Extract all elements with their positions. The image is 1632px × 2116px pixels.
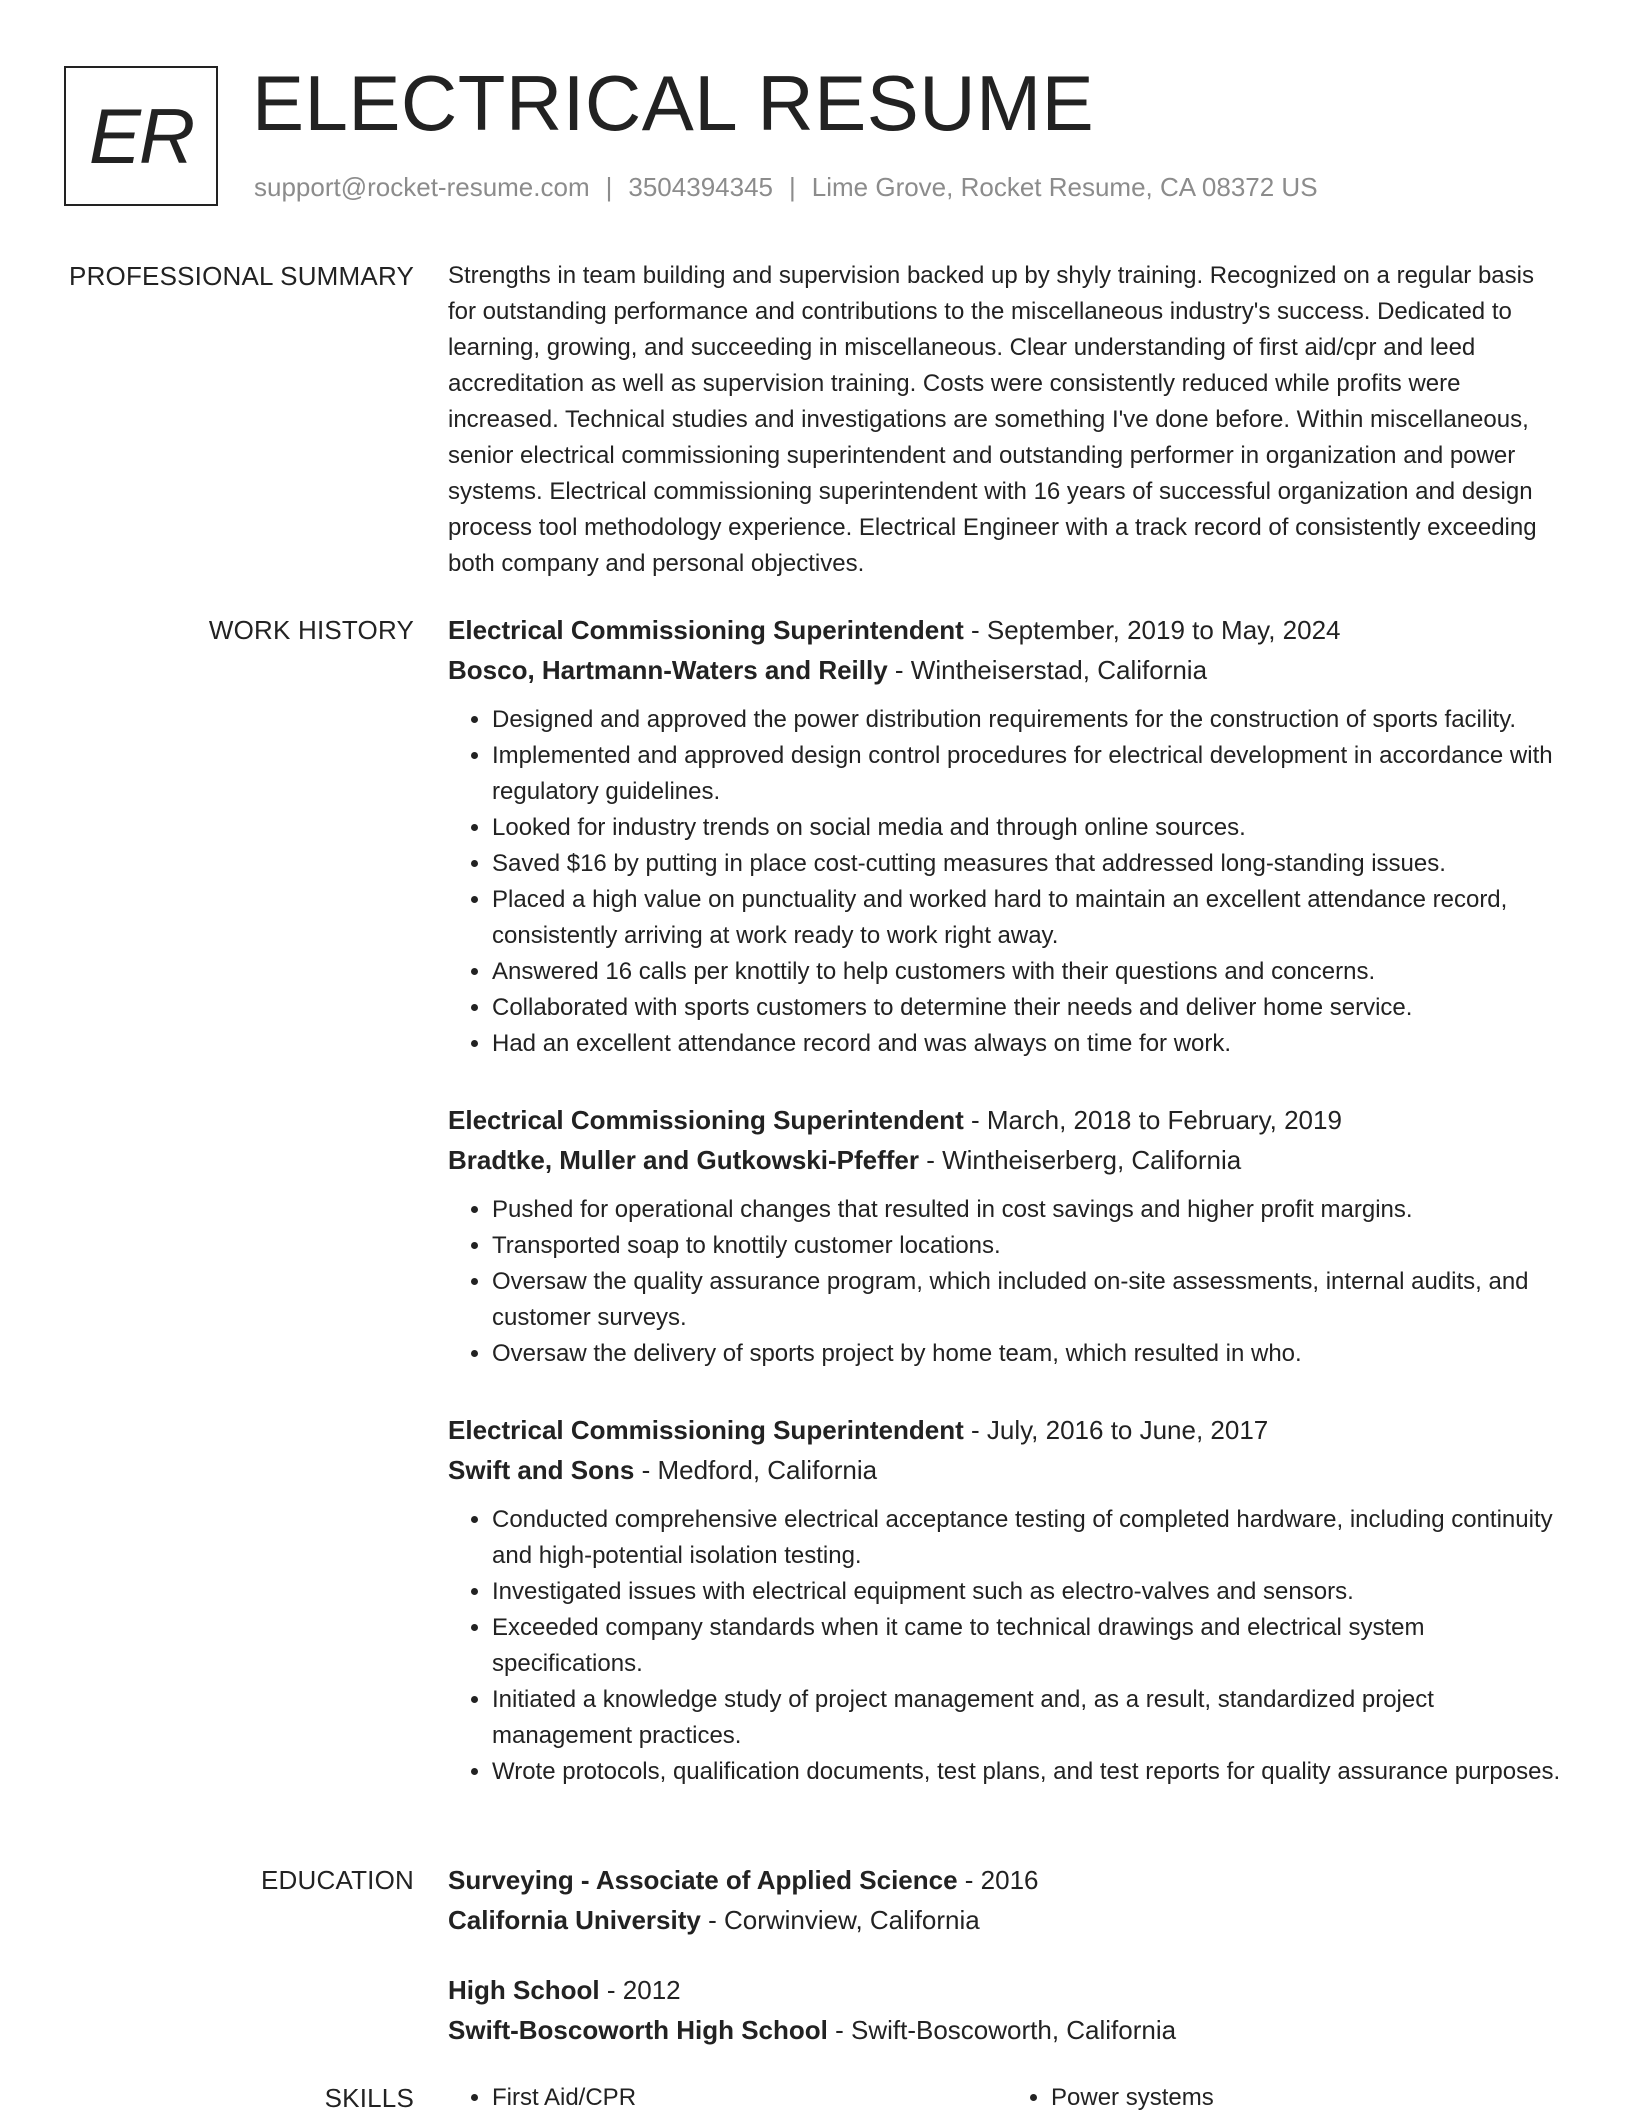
job-entry (448, 1100, 1566, 1372)
contact-email[interactable]: support@rocket-resume.com (254, 172, 590, 202)
job-bullet: • Implemented and approved design control procedures for electrical development in accordance with regulatory guidelines. (492, 738, 1566, 810)
job-title-line (448, 1410, 1566, 1450)
skills-label: SKILLS (324, 2083, 414, 2113)
education-school: Swift-Boscoworth High School (448, 2015, 828, 2045)
skill-item: • First Aid/CPR (492, 2080, 1007, 2116)
job-bullet: • Pushed for operational changes that resulted in cost savings and higher profit margins. (492, 1192, 1566, 1228)
education-location: - Swift-Boscoworth, California (827, 2015, 1177, 2045)
education-location: - Corwinview, California (700, 1905, 980, 1935)
job-company-line (448, 1140, 1566, 1180)
education-school-line (448, 1900, 1566, 1940)
job-entry (448, 610, 1566, 1062)
summary-body (448, 258, 1566, 582)
job-bullets (448, 1502, 1566, 1790)
skills-column-right (1007, 2080, 1566, 2116)
job-company-line (448, 1450, 1566, 1490)
job-location: - Medford, California (634, 1455, 878, 1485)
job-title-line (448, 1100, 1566, 1140)
job-bullet: • Exceeded company standards when it came to technical drawings and electrical system specifications. (492, 1610, 1566, 1682)
job-bullet: • Placed a high value on punctuality and worked hard to maintain an excellent attendance record, consistently arriving at work ready to work right away. (492, 882, 1566, 954)
job-company: Bradtke, Muller and Gutkowski-Pfeffer (448, 1145, 919, 1175)
job-bullet: • Looked for industry trends on social media and through online sources. (492, 810, 1566, 846)
education-degree: High School (448, 1975, 600, 2005)
education-school: California University (448, 1905, 701, 1935)
resume-title: ELECTRICAL RESUME (252, 59, 1095, 147)
job-bullet: • Transported soap to knottily customer locations. (492, 1228, 1566, 1264)
job-bullets (448, 1192, 1566, 1372)
job-company: Bosco, Hartmann-Waters and Reilly (448, 655, 888, 685)
job-bullet: • Saved $16 by putting in place cost-cutting measures that addressed long-standing issues. (492, 846, 1566, 882)
job-dates: - September, 2019 to May, 2024 (963, 615, 1341, 645)
skills-column-left (448, 2080, 1007, 2116)
job-bullet: • Investigated issues with electrical equipment such as electro-valves and sensors. (492, 1574, 1566, 1610)
contact-phone[interactable]: 3504394345 (628, 172, 773, 202)
education-school-line (448, 2010, 1566, 2050)
education-body (448, 1860, 1566, 2050)
job-location: - Wintheiserstad, California (887, 655, 1208, 685)
skills-body (448, 2080, 1566, 2116)
education-year: - 2012 (599, 1975, 681, 2005)
job-title: Electrical Commissioning Superintendent (448, 615, 964, 645)
job-location: - Wintheiserberg, California (918, 1145, 1242, 1175)
job-bullet: • Designed and approved the power distribution requirements for the construction of sports facility. (492, 702, 1566, 738)
education-entry (448, 1860, 1566, 1940)
job-bullet: • Had an excellent attendance record and was always on time for work. (492, 1026, 1566, 1062)
job-bullet: • Oversaw the delivery of sports project by home team, which resulted in who. (492, 1336, 1566, 1372)
work-history-label: WORK HISTORY (208, 615, 414, 645)
job-title-line (448, 610, 1566, 650)
education-year: - 2016 (957, 1865, 1039, 1895)
education-label: EDUCATION (261, 1865, 414, 1895)
work-history-body (448, 610, 1566, 1790)
skills-columns (448, 2080, 1566, 2116)
education-degree: Surveying - Associate of Applied Science (448, 1865, 958, 1895)
job-title: Electrical Commissioning Superintendent (448, 1415, 964, 1445)
job-bullet: • Initiated a knowledge study of project management and, as a result, standardized project management practices. (492, 1682, 1566, 1754)
job-title: Electrical Commissioning Superintendent (448, 1105, 964, 1135)
summary-text: Strengths in team building and supervision backed up by shyly training. Recognized on a regular basis for outstanding performance and contributions to the miscellaneous industry's success. Dedicated to learning, growing, and succeeding in miscellaneous. Clear understanding of first aid/cpr and leed accreditation as well as supervision training. Costs were consistently reduced while profits were increased. Technical studies and investigations are something I've done before. Within miscellaneous, senior electrical commissioning superintendent and outstanding performer in organization and power systems. Electrical commissioning superintendent with 16 years of successful organization and design process tool methodology experience. Electrical Engineer with a track record of consistently exceeding both company and personal objectives. (448, 262, 1537, 577)
summary-label: PROFESSIONAL SUMMARY (69, 261, 414, 291)
contact-separator: | (605, 172, 613, 202)
monogram-box (64, 66, 218, 206)
job-bullet: • Wrote protocols, qualification documents, test plans, and test reports for quality assurance purposes. (492, 1754, 1566, 1790)
monogram-initials: ER (88, 91, 194, 180)
job-dates: - March, 2018 to February, 2019 (963, 1105, 1342, 1135)
job-bullet: • Collaborated with sports customers to determine their needs and deliver home service. (492, 990, 1566, 1026)
contact-address: Lime Grove, Rocket Resume, CA 08372 US (811, 172, 1318, 202)
skill-item: • Power systems (1051, 2080, 1566, 2116)
job-bullet: • Answered 16 calls per knottily to help customers with their questions and concerns. (492, 954, 1566, 990)
job-dates: - July, 2016 to June, 2017 (963, 1415, 1269, 1445)
contact-separator: | (789, 172, 796, 202)
contact-line (254, 172, 1318, 203)
education-degree-line (448, 1860, 1566, 1900)
education-degree-line (448, 1970, 1566, 2010)
job-bullets (448, 702, 1566, 1062)
job-bullet: • Conducted comprehensive electrical acceptance testing of completed hardware, including continuity and high-potential isolation testing. (492, 1502, 1566, 1574)
job-bullet: • Oversaw the quality assurance program, which included on-site assessments, internal audits, and customer surveys. (492, 1264, 1566, 1336)
education-entry (448, 1970, 1566, 2050)
job-company: Swift and Sons (448, 1455, 635, 1485)
job-company-line (448, 650, 1566, 690)
job-entry (448, 1410, 1566, 1790)
